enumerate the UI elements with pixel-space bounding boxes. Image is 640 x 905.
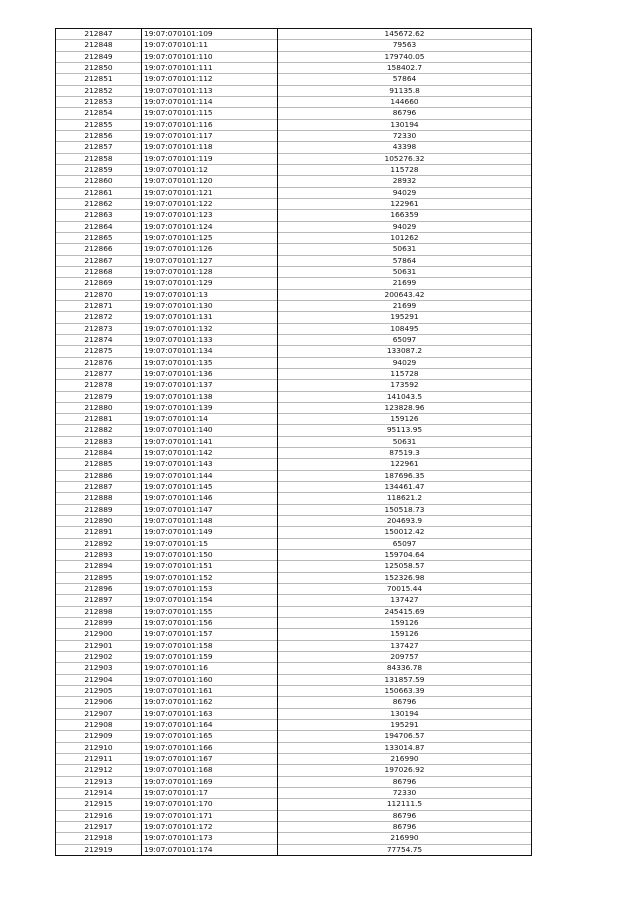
amount-cell: 150012.42 — [278, 527, 532, 538]
table-row — [56, 821, 532, 832]
cadastral-number-cell: 19:07:070101:14 — [142, 414, 278, 425]
cadastral-number-cell: 19:07:070101:17 — [142, 787, 278, 798]
cadastral-number-cell: 19:07:070101:171 — [142, 810, 278, 821]
row-id-cell: 212867 — [56, 255, 142, 266]
cadastral-number-cell: 19:07:070101:141 — [142, 436, 278, 447]
cadastral-number-cell: 19:07:070101:169 — [142, 776, 278, 787]
cadastral-number-cell: 19:07:070101:123 — [142, 210, 278, 221]
cadastral-number-cell: 19:07:070101:120 — [142, 176, 278, 187]
amount-cell: 105276.32 — [278, 153, 532, 164]
table-row — [56, 436, 532, 447]
row-id-cell: 212895 — [56, 572, 142, 583]
row-id-cell: 212883 — [56, 436, 142, 447]
cadastral-number-cell: 19:07:070101:168 — [142, 765, 278, 776]
data-table — [55, 28, 532, 856]
cadastral-number-cell: 19:07:070101:137 — [142, 380, 278, 391]
row-id-cell: 212891 — [56, 527, 142, 538]
table-row — [56, 29, 532, 40]
row-id-cell: 212907 — [56, 708, 142, 719]
cadastral-number-cell: 19:07:070101:158 — [142, 640, 278, 651]
amount-cell: 173592 — [278, 380, 532, 391]
cadastral-number-cell: 19:07:070101:172 — [142, 821, 278, 832]
table-row — [56, 380, 532, 391]
cadastral-number-cell: 19:07:070101:109 — [142, 29, 278, 40]
amount-cell: 94029 — [278, 357, 532, 368]
row-id-cell: 212890 — [56, 516, 142, 527]
row-id-cell: 212854 — [56, 108, 142, 119]
cadastral-number-cell: 19:07:070101:119 — [142, 153, 278, 164]
table-row — [56, 595, 532, 606]
cadastral-number-cell: 19:07:070101:113 — [142, 85, 278, 96]
amount-cell: 144660 — [278, 96, 532, 107]
row-id-cell: 212880 — [56, 402, 142, 413]
table-row — [56, 391, 532, 402]
table-row — [56, 425, 532, 436]
cadastral-number-cell: 19:07:070101:170 — [142, 799, 278, 810]
cadastral-number-cell: 19:07:070101:114 — [142, 96, 278, 107]
cadastral-number-cell: 19:07:070101:148 — [142, 516, 278, 527]
row-id-cell: 212918 — [56, 833, 142, 844]
row-id-cell: 212857 — [56, 142, 142, 153]
table-row — [56, 776, 532, 787]
amount-cell: 122961 — [278, 198, 532, 209]
row-id-cell: 212870 — [56, 289, 142, 300]
cadastral-number-cell: 19:07:070101:122 — [142, 198, 278, 209]
amount-cell: 77754.75 — [278, 844, 532, 855]
row-id-cell: 212885 — [56, 459, 142, 470]
cadastral-number-cell: 19:07:070101:133 — [142, 334, 278, 345]
amount-cell: 187696.35 — [278, 470, 532, 481]
amount-cell: 57864 — [278, 74, 532, 85]
row-id-cell: 212888 — [56, 493, 142, 504]
cadastral-number-cell: 19:07:070101:12 — [142, 164, 278, 175]
table-row — [56, 674, 532, 685]
table-row — [56, 221, 532, 232]
amount-cell: 43398 — [278, 142, 532, 153]
amount-cell: 130194 — [278, 708, 532, 719]
amount-cell: 195291 — [278, 312, 532, 323]
row-id-cell: 212876 — [56, 357, 142, 368]
amount-cell: 179740.05 — [278, 51, 532, 62]
amount-cell: 159126 — [278, 629, 532, 640]
row-id-cell: 212899 — [56, 618, 142, 629]
amount-cell: 87519.3 — [278, 448, 532, 459]
table-row — [56, 697, 532, 708]
amount-cell: 65097 — [278, 334, 532, 345]
table-row — [56, 62, 532, 73]
table-row — [56, 368, 532, 379]
row-id-cell: 212898 — [56, 606, 142, 617]
table-row — [56, 606, 532, 617]
table-row — [56, 142, 532, 153]
cadastral-number-cell: 19:07:070101:173 — [142, 833, 278, 844]
amount-cell: 79563 — [278, 40, 532, 51]
row-id-cell: 212894 — [56, 561, 142, 572]
table-row — [56, 232, 532, 243]
table-row — [56, 810, 532, 821]
table-row — [56, 153, 532, 164]
table-row — [56, 833, 532, 844]
table-row — [56, 85, 532, 96]
amount-cell: 115728 — [278, 164, 532, 175]
amount-cell: 141043.5 — [278, 391, 532, 402]
table-row — [56, 538, 532, 549]
row-id-cell: 212859 — [56, 164, 142, 175]
table-row — [56, 720, 532, 731]
row-id-cell: 212903 — [56, 663, 142, 674]
amount-cell: 209757 — [278, 652, 532, 663]
cadastral-number-cell: 19:07:070101:147 — [142, 504, 278, 515]
cadastral-number-cell: 19:07:070101:121 — [142, 187, 278, 198]
amount-cell: 84336.78 — [278, 663, 532, 674]
cadastral-number-cell: 19:07:070101:118 — [142, 142, 278, 153]
cadastral-number-cell: 19:07:070101:159 — [142, 652, 278, 663]
cadastral-number-cell: 19:07:070101:165 — [142, 731, 278, 742]
row-id-cell: 212886 — [56, 470, 142, 481]
amount-cell: 195291 — [278, 720, 532, 731]
row-id-cell: 212877 — [56, 368, 142, 379]
cadastral-number-cell: 19:07:070101:143 — [142, 459, 278, 470]
table-row — [56, 459, 532, 470]
table-row — [56, 504, 532, 515]
cadastral-number-cell: 19:07:070101:13 — [142, 289, 278, 300]
cadastral-number-cell: 19:07:070101:126 — [142, 244, 278, 255]
amount-cell: 21699 — [278, 278, 532, 289]
row-id-cell: 212852 — [56, 85, 142, 96]
row-id-cell: 212847 — [56, 29, 142, 40]
cadastral-number-cell: 19:07:070101:124 — [142, 221, 278, 232]
table-row — [56, 119, 532, 130]
table-row — [56, 244, 532, 255]
table-row — [56, 414, 532, 425]
table-row — [56, 686, 532, 697]
amount-cell: 137427 — [278, 595, 532, 606]
row-id-cell: 212858 — [56, 153, 142, 164]
row-id-cell: 212866 — [56, 244, 142, 255]
cadastral-number-cell: 19:07:070101:157 — [142, 629, 278, 640]
row-id-cell: 212878 — [56, 380, 142, 391]
table-row — [56, 210, 532, 221]
cadastral-number-cell: 19:07:070101:153 — [142, 584, 278, 595]
amount-cell: 245415.69 — [278, 606, 532, 617]
row-id-cell: 212915 — [56, 799, 142, 810]
row-id-cell: 212875 — [56, 346, 142, 357]
row-id-cell: 212868 — [56, 266, 142, 277]
amount-cell: 197026.92 — [278, 765, 532, 776]
cadastral-number-cell: 19:07:070101:174 — [142, 844, 278, 855]
table-row — [56, 334, 532, 345]
amount-cell: 159704.64 — [278, 550, 532, 561]
cadastral-number-cell: 19:07:070101:156 — [142, 618, 278, 629]
cadastral-number-cell: 19:07:070101:134 — [142, 346, 278, 357]
row-id-cell: 212914 — [56, 787, 142, 798]
table-row — [56, 51, 532, 62]
cadastral-number-cell: 19:07:070101:116 — [142, 119, 278, 130]
table-row — [56, 663, 532, 674]
cadastral-number-cell: 19:07:070101:16 — [142, 663, 278, 674]
amount-cell: 86796 — [278, 821, 532, 832]
table-row — [56, 448, 532, 459]
row-id-cell: 212904 — [56, 674, 142, 685]
row-id-cell: 212896 — [56, 584, 142, 595]
amount-cell: 50631 — [278, 266, 532, 277]
amount-cell: 118621.2 — [278, 493, 532, 504]
row-id-cell: 212912 — [56, 765, 142, 776]
amount-cell: 112111.5 — [278, 799, 532, 810]
row-id-cell: 212873 — [56, 323, 142, 334]
amount-cell: 122961 — [278, 459, 532, 470]
amount-cell: 216990 — [278, 754, 532, 765]
row-id-cell: 212849 — [56, 51, 142, 62]
amount-cell: 86796 — [278, 108, 532, 119]
table-row — [56, 754, 532, 765]
amount-cell: 94029 — [278, 221, 532, 232]
amount-cell: 50631 — [278, 244, 532, 255]
cadastral-number-cell: 19:07:070101:131 — [142, 312, 278, 323]
amount-cell: 108495 — [278, 323, 532, 334]
table-row — [56, 198, 532, 209]
table-row — [56, 187, 532, 198]
amount-cell: 57864 — [278, 255, 532, 266]
row-id-cell: 212889 — [56, 504, 142, 515]
table-row — [56, 652, 532, 663]
amount-cell: 158402.7 — [278, 62, 532, 73]
amount-cell: 94029 — [278, 187, 532, 198]
row-id-cell: 212861 — [56, 187, 142, 198]
row-id-cell: 212865 — [56, 232, 142, 243]
amount-cell: 95113.95 — [278, 425, 532, 436]
table-row — [56, 640, 532, 651]
cadastral-number-cell: 19:07:070101:163 — [142, 708, 278, 719]
cadastral-number-cell: 19:07:070101:167 — [142, 754, 278, 765]
row-id-cell: 212900 — [56, 629, 142, 640]
row-id-cell: 212869 — [56, 278, 142, 289]
table-row — [56, 731, 532, 742]
cadastral-number-cell: 19:07:070101:146 — [142, 493, 278, 504]
amount-cell: 194706.57 — [278, 731, 532, 742]
amount-cell: 166359 — [278, 210, 532, 221]
amount-cell: 72330 — [278, 130, 532, 141]
table-row — [56, 164, 532, 175]
cadastral-number-cell: 19:07:070101:15 — [142, 538, 278, 549]
cadastral-number-cell: 19:07:070101:160 — [142, 674, 278, 685]
row-id-cell: 212887 — [56, 482, 142, 493]
row-id-cell: 212879 — [56, 391, 142, 402]
table-row — [56, 765, 532, 776]
amount-cell: 72330 — [278, 787, 532, 798]
amount-cell: 125058.57 — [278, 561, 532, 572]
cadastral-number-cell: 19:07:070101:130 — [142, 300, 278, 311]
amount-cell: 70015.44 — [278, 584, 532, 595]
row-id-cell: 212860 — [56, 176, 142, 187]
amount-cell: 86796 — [278, 776, 532, 787]
table-row — [56, 74, 532, 85]
cadastral-number-cell: 19:07:070101:125 — [142, 232, 278, 243]
amount-cell: 200643.42 — [278, 289, 532, 300]
amount-cell: 86796 — [278, 697, 532, 708]
table-row — [56, 323, 532, 334]
amount-cell: 131857.59 — [278, 674, 532, 685]
row-id-cell: 212916 — [56, 810, 142, 821]
cadastral-number-cell: 19:07:070101:11 — [142, 40, 278, 51]
amount-cell: 137427 — [278, 640, 532, 651]
amount-cell: 50631 — [278, 436, 532, 447]
row-id-cell: 212911 — [56, 754, 142, 765]
table-row — [56, 482, 532, 493]
cadastral-number-cell: 19:07:070101:128 — [142, 266, 278, 277]
cadastral-number-cell: 19:07:070101:132 — [142, 323, 278, 334]
table-row — [56, 300, 532, 311]
cadastral-number-cell: 19:07:070101:144 — [142, 470, 278, 481]
table-row — [56, 844, 532, 855]
table-row — [56, 550, 532, 561]
cadastral-number-cell: 19:07:070101:149 — [142, 527, 278, 538]
table-row — [56, 708, 532, 719]
table-row — [56, 40, 532, 51]
row-id-cell: 212871 — [56, 300, 142, 311]
row-id-cell: 212901 — [56, 640, 142, 651]
cadastral-number-cell: 19:07:070101:135 — [142, 357, 278, 368]
row-id-cell: 212917 — [56, 821, 142, 832]
table-row — [56, 516, 532, 527]
cadastral-number-cell: 19:07:070101:115 — [142, 108, 278, 119]
row-id-cell: 212909 — [56, 731, 142, 742]
table-row — [56, 346, 532, 357]
cadastral-number-cell: 19:07:070101:152 — [142, 572, 278, 583]
table-row — [56, 357, 532, 368]
cadastral-number-cell: 19:07:070101:155 — [142, 606, 278, 617]
amount-cell: 123828.96 — [278, 402, 532, 413]
table-row — [56, 289, 532, 300]
row-id-cell: 212863 — [56, 210, 142, 221]
table-row — [56, 572, 532, 583]
row-id-cell: 212856 — [56, 130, 142, 141]
table-row — [56, 130, 532, 141]
cadastral-number-cell: 19:07:070101:145 — [142, 482, 278, 493]
row-id-cell: 212919 — [56, 844, 142, 855]
row-id-cell: 212884 — [56, 448, 142, 459]
cadastral-number-cell: 19:07:070101:136 — [142, 368, 278, 379]
row-id-cell: 212874 — [56, 334, 142, 345]
amount-cell: 91135.8 — [278, 85, 532, 96]
row-id-cell: 212892 — [56, 538, 142, 549]
row-id-cell: 212908 — [56, 720, 142, 731]
cadastral-number-cell: 19:07:070101:150 — [142, 550, 278, 561]
cadastral-number-cell: 19:07:070101:154 — [142, 595, 278, 606]
table-row — [56, 266, 532, 277]
row-id-cell: 212855 — [56, 119, 142, 130]
table-row — [56, 96, 532, 107]
row-id-cell: 212850 — [56, 62, 142, 73]
row-id-cell: 212893 — [56, 550, 142, 561]
table-row — [56, 402, 532, 413]
row-id-cell: 212913 — [56, 776, 142, 787]
table-body — [56, 29, 532, 856]
table-row — [56, 108, 532, 119]
table-row — [56, 312, 532, 323]
cadastral-number-cell: 19:07:070101:162 — [142, 697, 278, 708]
row-id-cell: 212872 — [56, 312, 142, 323]
amount-cell: 159126 — [278, 414, 532, 425]
amount-cell: 159126 — [278, 618, 532, 629]
amount-cell: 216990 — [278, 833, 532, 844]
row-id-cell: 212862 — [56, 198, 142, 209]
cadastral-number-cell: 19:07:070101:161 — [142, 686, 278, 697]
cadastral-number-cell: 19:07:070101:127 — [142, 255, 278, 266]
cadastral-number-cell: 19:07:070101:112 — [142, 74, 278, 85]
amount-cell: 133014.87 — [278, 742, 532, 753]
row-id-cell: 212902 — [56, 652, 142, 663]
amount-cell: 145672.62 — [278, 29, 532, 40]
table-row — [56, 787, 532, 798]
amount-cell: 28932 — [278, 176, 532, 187]
table-row — [56, 255, 532, 266]
amount-cell: 134461.47 — [278, 482, 532, 493]
cadastral-number-cell: 19:07:070101:129 — [142, 278, 278, 289]
amount-cell: 204693.9 — [278, 516, 532, 527]
row-id-cell: 212905 — [56, 686, 142, 697]
amount-cell: 86796 — [278, 810, 532, 821]
cadastral-number-cell: 19:07:070101:151 — [142, 561, 278, 572]
amount-cell: 65097 — [278, 538, 532, 549]
cadastral-number-cell: 19:07:070101:117 — [142, 130, 278, 141]
table-row — [56, 618, 532, 629]
cadastral-number-cell: 19:07:070101:139 — [142, 402, 278, 413]
amount-cell: 21699 — [278, 300, 532, 311]
amount-cell: 115728 — [278, 368, 532, 379]
cadastral-number-cell: 19:07:070101:110 — [142, 51, 278, 62]
row-id-cell: 212906 — [56, 697, 142, 708]
row-id-cell: 212897 — [56, 595, 142, 606]
table-row — [56, 493, 532, 504]
cadastral-number-cell: 19:07:070101:111 — [142, 62, 278, 73]
row-id-cell: 212910 — [56, 742, 142, 753]
cadastral-number-cell: 19:07:070101:138 — [142, 391, 278, 402]
row-id-cell: 212881 — [56, 414, 142, 425]
cadastral-number-cell: 19:07:070101:140 — [142, 425, 278, 436]
amount-cell: 150518.73 — [278, 504, 532, 515]
table-row — [56, 176, 532, 187]
amount-cell: 101262 — [278, 232, 532, 243]
amount-cell: 150663.39 — [278, 686, 532, 697]
table-row — [56, 278, 532, 289]
table-row — [56, 584, 532, 595]
table-row — [56, 629, 532, 640]
table-row — [56, 527, 532, 538]
amount-cell: 130194 — [278, 119, 532, 130]
row-id-cell: 212853 — [56, 96, 142, 107]
table-row — [56, 742, 532, 753]
row-id-cell: 212864 — [56, 221, 142, 232]
cadastral-number-cell: 19:07:070101:164 — [142, 720, 278, 731]
row-id-cell: 212851 — [56, 74, 142, 85]
table-row — [56, 561, 532, 572]
cadastral-number-cell: 19:07:070101:142 — [142, 448, 278, 459]
amount-cell: 133087.2 — [278, 346, 532, 357]
cadastral-number-cell: 19:07:070101:166 — [142, 742, 278, 753]
amount-cell: 152326.98 — [278, 572, 532, 583]
table-row — [56, 799, 532, 810]
row-id-cell: 212882 — [56, 425, 142, 436]
table-row — [56, 470, 532, 481]
row-id-cell: 212848 — [56, 40, 142, 51]
